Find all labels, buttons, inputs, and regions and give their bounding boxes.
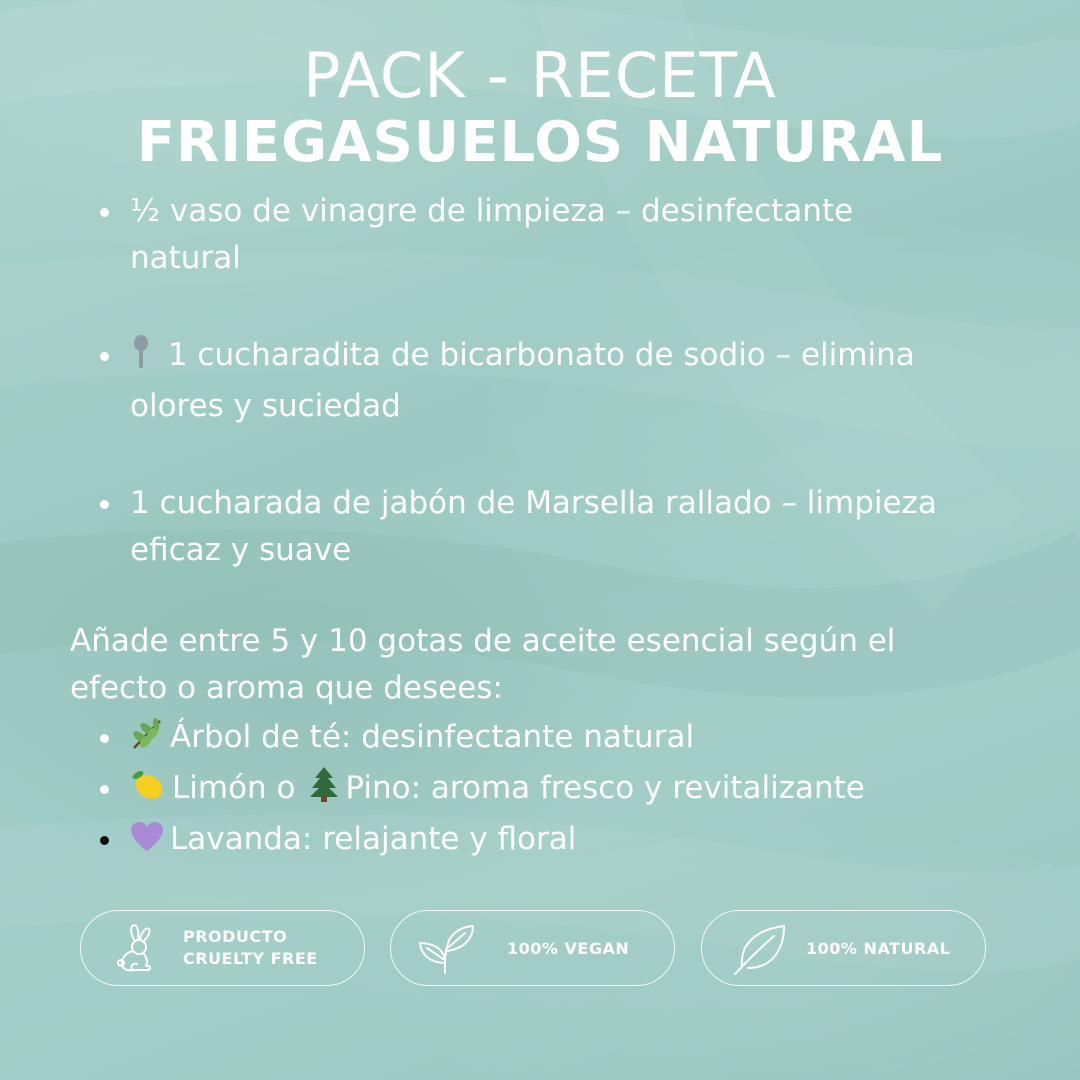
badge-line-1: 100% NATURAL <box>806 939 951 958</box>
ingredient-text: 1 cucharada de jabón de Marsella rallado – limpieza eficaz y suave <box>130 485 937 568</box>
badge-cruelty-free <box>80 910 365 986</box>
oil-text: Lavanda: relajante y floral <box>170 821 577 857</box>
oil-item <box>100 714 1000 765</box>
leaves-icon <box>417 923 475 975</box>
title-line-1: PACK - RECETA <box>303 39 777 112</box>
ingredients-list <box>100 188 960 574</box>
bullet <box>100 836 109 845</box>
purple-heart-icon <box>130 820 164 867</box>
ingredient-item <box>100 480 960 574</box>
herb-icon <box>130 717 164 765</box>
essential-oils-list <box>100 714 1000 867</box>
bullet <box>100 208 109 217</box>
rabbit-icon <box>113 923 163 975</box>
badge-line-2: CRUELTY FREE <box>183 949 318 968</box>
bullet <box>100 734 109 743</box>
ingredient-text: ½ vaso de vinagre de limpieza – desinfectante natural <box>130 193 854 276</box>
essential-oil-intro: Añade entre 5 y 10 gotas de aceite esencial según el efecto o aroma que desees: <box>70 623 896 706</box>
lemon-icon <box>130 768 166 816</box>
leaf-icon <box>732 922 788 976</box>
oil-item <box>100 765 1000 816</box>
badge-line-1: PRODUCTO <box>183 927 288 946</box>
oil-text-a: Limón o <box>172 770 296 806</box>
ingredient-item <box>100 188 960 282</box>
ingredient-text: 1 cucharadita de bicarbonato de sodio – elimina olores y suciedad <box>130 337 915 424</box>
bullet <box>100 785 109 794</box>
ingredient-item <box>100 332 960 430</box>
pine-tree-icon <box>309 766 339 816</box>
oil-text: Árbol de té: desinfectante natural <box>170 719 695 755</box>
badge-vegan <box>390 910 675 986</box>
oil-item <box>100 816 1000 867</box>
spoon-icon <box>130 335 152 383</box>
oil-text-b: Pino: aroma fresco y revitalizante <box>345 770 865 806</box>
bullet <box>100 352 109 361</box>
title-line-2: FRIEGASUELOS NATURAL <box>136 110 944 175</box>
bullet <box>100 500 109 509</box>
badge-line-1: 100% VEGAN <box>507 939 630 958</box>
badge-natural <box>701 910 986 986</box>
